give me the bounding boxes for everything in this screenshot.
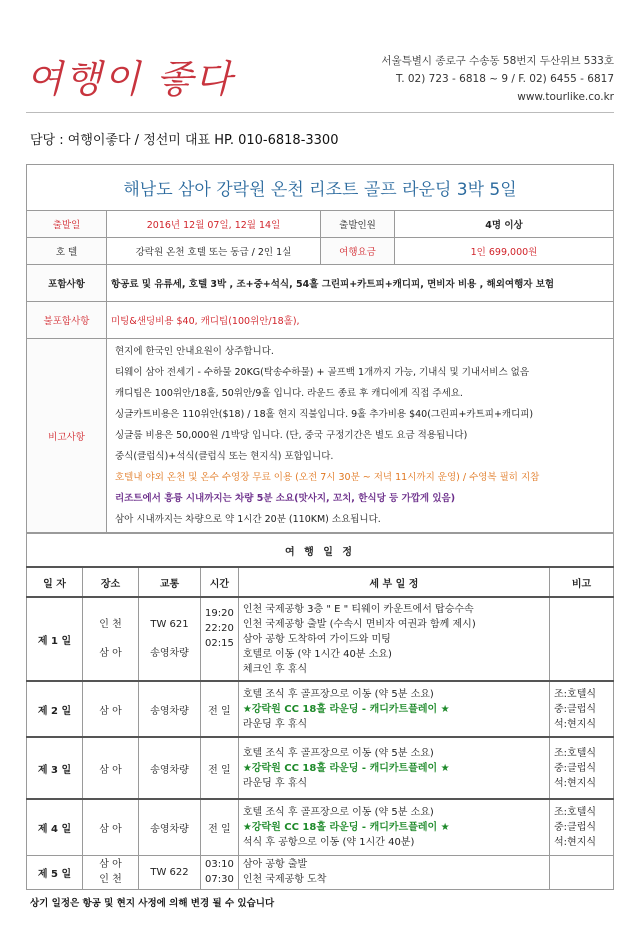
day-place: 삼 아 (83, 681, 139, 737)
meal: 중:클럽식 (554, 703, 597, 715)
meal: 석:현지식 (554, 836, 597, 848)
detail-line: 호텔 조식 후 골프장으로 이동 (약 5분 소요) (242, 806, 434, 818)
detail-line: 인천 국제공항 3층 " E " 티웨이 카운트에서 탑승수속 (242, 603, 474, 615)
price-label: 여행요금 (321, 238, 395, 265)
meal: 조:호텔식 (554, 747, 597, 759)
detail-line-golf: ★강락원 CC 18홀 라운딩 - 캐디카트플레이 ★ (242, 703, 450, 715)
tour-info-table (26, 164, 614, 533)
day-label: 제 2 일 (27, 681, 83, 737)
detail-line: 석식 후 공항으로 이동 (약 1시간 40분) (242, 836, 415, 848)
people-label: 출발인원 (321, 211, 395, 238)
detail-line-golf: ★강락원 CC 18홀 라운딩 - 캐디카트플레이 ★ (242, 762, 450, 774)
note-item: 싱글룸 비용은 50,000원 /1박당 입니다. (단, 중국 구정기간은 별도 요금 적용됩니다) (115, 430, 468, 441)
departure-label: 출발일 (27, 211, 107, 238)
note-item: 현지에 한국인 안내요원이 상주합니다. (115, 346, 274, 357)
note-item: 삼아 시내까지는 차량으로 약 1시간 20분 (110KM) 소요됩니다. (115, 514, 381, 525)
phone-fax: T. 02) 723 - 6818 ~ 9 / F. 02) 6455 - 6817 (396, 73, 614, 85)
day-place: 삼 아 (83, 799, 139, 855)
day-label: 제 1 일 (27, 597, 83, 681)
schedule-row-day3 (27, 737, 614, 799)
detail-line: 호텔 조식 후 골프장으로 이동 (약 5분 소요) (242, 747, 434, 759)
schedule-row-day2 (27, 681, 614, 737)
meal: 석:현지식 (554, 718, 597, 730)
note-item: 티웨이 삼아 전세기 - 수하물 20KG(탁송수하물) + 골프백 1개까지 가능, 기내식 및 기내서비스 없음 (115, 367, 529, 378)
day-place: 삼 아 (83, 737, 139, 799)
schedule-title: 여 행 일 정 (27, 534, 614, 568)
detail-line-golf: ★강락원 CC 18홀 라운딩 - 캐디카트플레이 ★ (242, 821, 450, 833)
detail-line: 인천 국제공항 출발 (수속시 면비자 여권과 함께 제시) (242, 618, 476, 630)
day-time: 전 일 (201, 737, 239, 799)
header-day: 일 자 (27, 567, 83, 597)
address: 서울특별시 종로구 수송동 58번지 두산위브 533호 (381, 55, 614, 67)
tour-title: 해남도 삼아 강락원 온천 리조트 골프 라운딩 3박 5일 (27, 165, 614, 211)
schedule-row-day5 (27, 855, 614, 889)
included-label: 포함사항 (27, 265, 107, 302)
header-transport: 교통 (139, 567, 201, 597)
day-detail (238, 737, 549, 799)
detail-line: 체크인 후 휴식 (242, 663, 308, 675)
day-detail (238, 681, 549, 737)
note-item-hot-spring: 호텔내 야외 온천 및 온수 수영장 무료 이용 (오전 7시 30분 ~ 저녁 11시까지 운영) / 수영복 필히 지참 (115, 472, 540, 483)
day-remarks (550, 597, 614, 681)
day-remarks (550, 799, 614, 855)
detail-line: 인천 국제공항 도착 (242, 874, 327, 885)
website: www.tourlike.co.kr (517, 91, 614, 103)
excluded-label: 불포함사항 (27, 302, 107, 339)
day-remarks (550, 855, 614, 889)
time: 19:20 (205, 608, 234, 619)
day-detail (238, 855, 549, 889)
time: 02:15 (205, 638, 234, 649)
day-time (201, 855, 239, 889)
place: 삼 아 (99, 648, 122, 659)
day-transport: 송영차량 (139, 799, 201, 855)
day-remarks (550, 681, 614, 737)
meal: 조:호텔식 (554, 806, 597, 818)
day-label: 제 3 일 (27, 737, 83, 799)
day-time (201, 597, 239, 681)
detail-line: 삼아 공항 도착하여 가이드와 미팅 (242, 633, 391, 645)
note-item: 싱글카트비용은 110위안($18) / 18홀 현지 직불입니다. 9홀 추가비용 $40(그린피+카트피+캐디피) (115, 409, 534, 420)
note-item-downtown: 리조트에서 흥륭 시내까지는 차량 5분 소요(맛사지, 꼬치, 한식당 등 가깝게 있음) (115, 493, 456, 504)
hotel-label: 호 텔 (27, 238, 107, 265)
notes-cell (107, 339, 614, 533)
day-detail (238, 799, 549, 855)
note-item: 중식(클럽식)+석식(클럽식 또는 현지식) 포함입니다. (115, 451, 334, 462)
header-time: 시간 (201, 567, 239, 597)
detail-line: 삼아 공항 출발 (242, 859, 308, 870)
note-item: 캐디팁은 100위안/18홀, 50위안/9홀 입니다. 라운드 종료 후 캐디에게 직접 주세요. (115, 388, 463, 399)
place: 삼 아 (99, 859, 122, 870)
detail-line: 호텔 조식 후 골프장으로 이동 (약 5분 소요) (242, 688, 434, 700)
schedule-row-day4 (27, 799, 614, 855)
meal: 중:클럽식 (554, 821, 597, 833)
company-address-block (381, 52, 614, 106)
header-remarks: 비고 (550, 567, 614, 597)
place: 인 천 (99, 619, 122, 630)
departure-value: 2016년 12월 07일, 12월 14일 (107, 211, 321, 238)
day-label: 제 5 일 (27, 855, 83, 889)
detail-line: 라운딩 후 휴식 (242, 777, 308, 789)
transport: 송영차량 (150, 648, 189, 659)
day-place (83, 597, 139, 681)
day-remarks (550, 737, 614, 799)
day-time: 전 일 (201, 681, 239, 737)
place: 인 천 (99, 874, 122, 885)
people-value: 4명 이상 (395, 211, 614, 238)
day-label: 제 4 일 (27, 799, 83, 855)
day-transport: 송영차량 (139, 737, 201, 799)
header-place: 장소 (83, 567, 139, 597)
header-divider (26, 112, 614, 113)
header-detail: 세 부 일 정 (238, 567, 549, 597)
footer-notice: 상기 일정은 항공 및 현지 사정에 의해 변경 될 수 있습니다 (30, 898, 275, 909)
company-logo: 여행이 좋다 (26, 57, 234, 101)
day-detail (238, 597, 549, 681)
hotel-value: 강락원 온천 호텔 또는 동급 / 2인 1실 (107, 238, 321, 265)
meal: 중:클럽식 (554, 762, 597, 774)
meal: 조:호텔식 (554, 688, 597, 700)
day-transport: 송영차량 (139, 681, 201, 737)
schedule-row-day1 (27, 597, 614, 681)
day-time: 전 일 (201, 799, 239, 855)
time: 03:10 (205, 859, 234, 870)
price-value: 1인 699,000원 (395, 238, 614, 265)
detail-line: 라운딩 후 휴식 (242, 718, 308, 730)
day-transport (139, 597, 201, 681)
day-transport: TW 622 (139, 855, 201, 889)
excluded-value: 미팅&샌딩비용 $40, 캐디팁(100위안/18홀), (107, 302, 614, 339)
time: 22:20 (205, 623, 234, 634)
transport: TW 621 (150, 619, 189, 630)
detail-line: 호텔로 이동 (약 1시간 40분 소요) (242, 648, 392, 660)
day-place (83, 855, 139, 889)
contact-line: 담당 : 여행이좋다 / 정선미 대표 HP. 010-6818-3300 (30, 133, 339, 148)
time: 07:30 (205, 874, 234, 885)
meal: 석:현지식 (554, 777, 597, 789)
notes-label: 비고사항 (27, 339, 107, 533)
included-value: 항공료 및 유류세, 호텔 3박 , 조+중+석식, 54홀 그린피+카트피+캐디피, 면비자 비용 , 해외여행자 보험 (107, 265, 614, 302)
schedule-table (26, 533, 614, 890)
